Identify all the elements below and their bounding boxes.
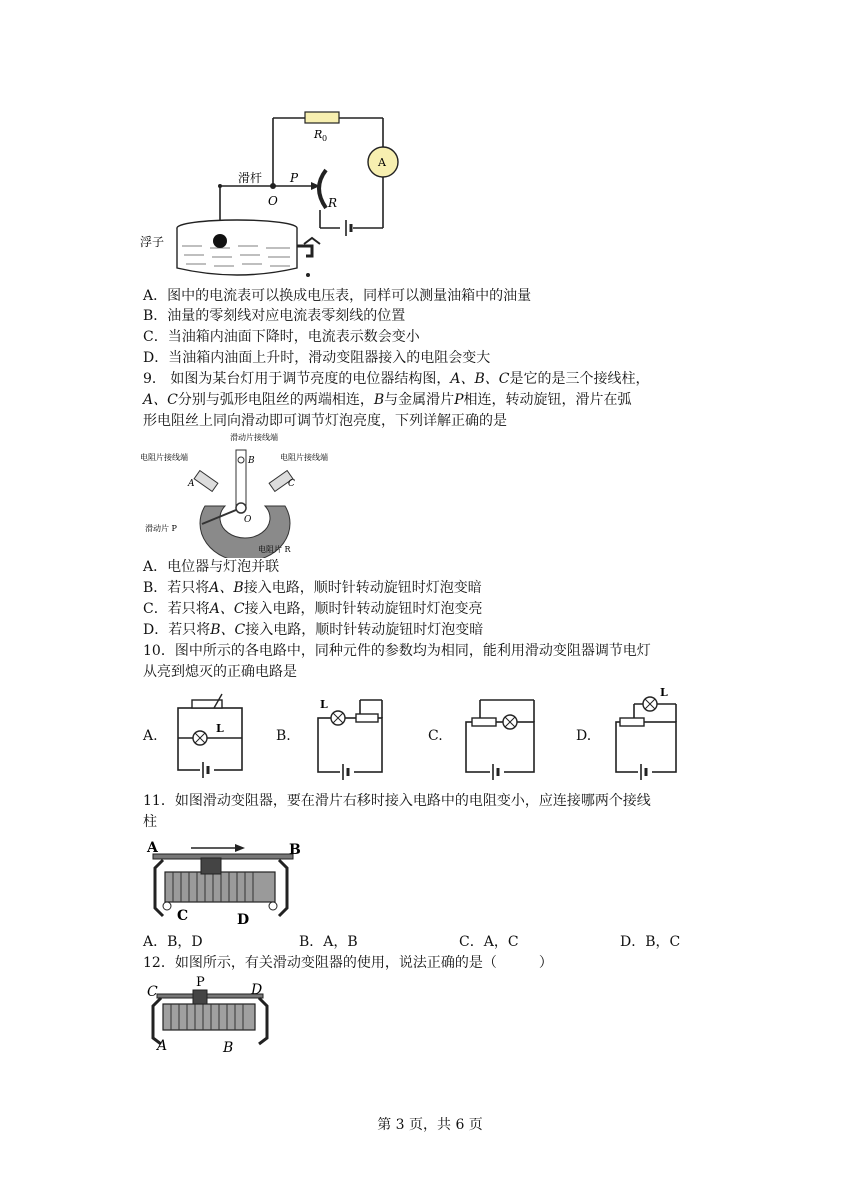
terminal-b-label: B bbox=[223, 1040, 234, 1054]
label-resistor-terminal-left: 电阻片接线端 bbox=[140, 453, 188, 462]
potentiometer-figure bbox=[140, 430, 360, 558]
terminal-d-label: D bbox=[237, 912, 250, 928]
q9-stem-line3: 形电阻丝上同向滑动即可调节灯泡亮度，下列详解正确的是 bbox=[143, 413, 507, 429]
lamp-label: L bbox=[216, 722, 224, 735]
terminal-b-label: B bbox=[289, 842, 301, 858]
q10-circuit-a bbox=[172, 690, 252, 780]
q9-stem-line1: 9． 如图为某台灯用于调节亮度的电位器结构图，A、B、C是它的是三个接线柱， bbox=[143, 371, 650, 387]
lamp-label: L bbox=[660, 686, 668, 699]
q9-option-a: A．电位器与灯泡并联 bbox=[143, 559, 280, 575]
label-r0-sub: 0 bbox=[322, 134, 328, 143]
label-r0: R bbox=[314, 128, 323, 141]
q11-option-b: B．A，B bbox=[299, 934, 358, 950]
q10-option-b-letter: B. bbox=[276, 728, 291, 744]
q8-option-a: A．图中的电流表可以换成电压表，同样可以测量油箱中的油量 bbox=[143, 288, 532, 304]
terminal-c-label: C bbox=[147, 984, 158, 1000]
label-terminal-c: C bbox=[288, 479, 295, 489]
q10-stem-line2: 从亮到熄灭的正确电路是 bbox=[143, 664, 297, 680]
q10-option-a-letter: A. bbox=[143, 728, 158, 744]
rheostat-figure-q12 bbox=[143, 974, 273, 1054]
label-center-o: O bbox=[244, 515, 252, 525]
label-resistor-terminal-right: 电阻片接线端 bbox=[280, 453, 328, 462]
label-ammeter: A bbox=[378, 156, 386, 169]
terminal-a-label: A bbox=[147, 840, 158, 856]
oil-gauge-circuit-figure bbox=[140, 100, 400, 285]
label-p: P bbox=[290, 171, 299, 185]
q9-option-c: C．若只将A、C接入电路，顺时针转动旋钮时灯泡变亮 bbox=[143, 601, 483, 617]
terminal-a-label: A bbox=[157, 1038, 168, 1054]
terminal-c-label: C bbox=[177, 908, 189, 924]
q8-option-b: B．油量的零刻线对应电流表零刻线的位置 bbox=[143, 308, 406, 324]
q10-option-d-letter: D. bbox=[576, 728, 592, 744]
label-slider-terminal: 滑动片接线端 bbox=[230, 433, 278, 442]
label-terminal-a: A bbox=[188, 479, 195, 489]
q11-stem-line1: 11．如图滑动变阻器，要在滑片右移时接入电路中的电阻变小，应连接哪两个接线 bbox=[143, 793, 651, 809]
q8-option-d: D．当油箱内油面上升时，滑动变阻器接入的电阻会变大 bbox=[143, 350, 491, 366]
q9-option-b: B．若只将A、B接入电路，顺时针转动旋钮时灯泡变暗 bbox=[143, 580, 482, 596]
label-float: 浮子 bbox=[140, 235, 165, 249]
label-o: O bbox=[268, 194, 278, 208]
q9-option-d: D．若只将B、C接入电路，顺时针转动旋钮时灯泡变暗 bbox=[143, 622, 484, 638]
q10-circuit-d bbox=[610, 684, 682, 780]
label-slider-rod: 滑杆 bbox=[238, 171, 263, 185]
rheostat-figure-q11 bbox=[143, 838, 308, 928]
q8-option-c: C．当油箱内油面下降时，电流表示数会变小 bbox=[143, 329, 420, 345]
terminal-d-label: D bbox=[251, 982, 263, 998]
label-r: R bbox=[328, 196, 338, 210]
q9-stem-line2: A、C分别与弧形电阻丝的两端相连，B与金属滑片P相连，转动旋钮，滑片在弧 bbox=[143, 392, 632, 408]
q11-option-a: A．B，D bbox=[143, 934, 203, 950]
q10-circuit-c bbox=[460, 692, 540, 780]
label-slider-p: 滑动片 P bbox=[145, 524, 177, 533]
q10-option-c-letter: C. bbox=[428, 728, 443, 744]
q10-circuit-b bbox=[312, 692, 392, 780]
q12-stem: 12．如图所示，有关滑动变阻器的使用，说法正确的是（ ） bbox=[143, 955, 553, 971]
slider-p-label: P bbox=[196, 975, 205, 990]
q11-option-d: D．B，C bbox=[620, 934, 681, 950]
page-footer: 第 3 页，共 6 页 bbox=[377, 1117, 483, 1133]
lamp-label: L bbox=[320, 698, 328, 711]
q11-option-c: C．A，C bbox=[459, 934, 519, 950]
q10-stem-line1: 10．图中所示的各电路中，同种元件的参数均为相同，能利用滑动变阻器调节电灯 bbox=[143, 643, 651, 659]
label-resistor-r: 电阻片 R bbox=[258, 545, 291, 554]
q11-stem-line2: 柱 bbox=[143, 814, 157, 830]
label-terminal-b: B bbox=[248, 456, 255, 466]
